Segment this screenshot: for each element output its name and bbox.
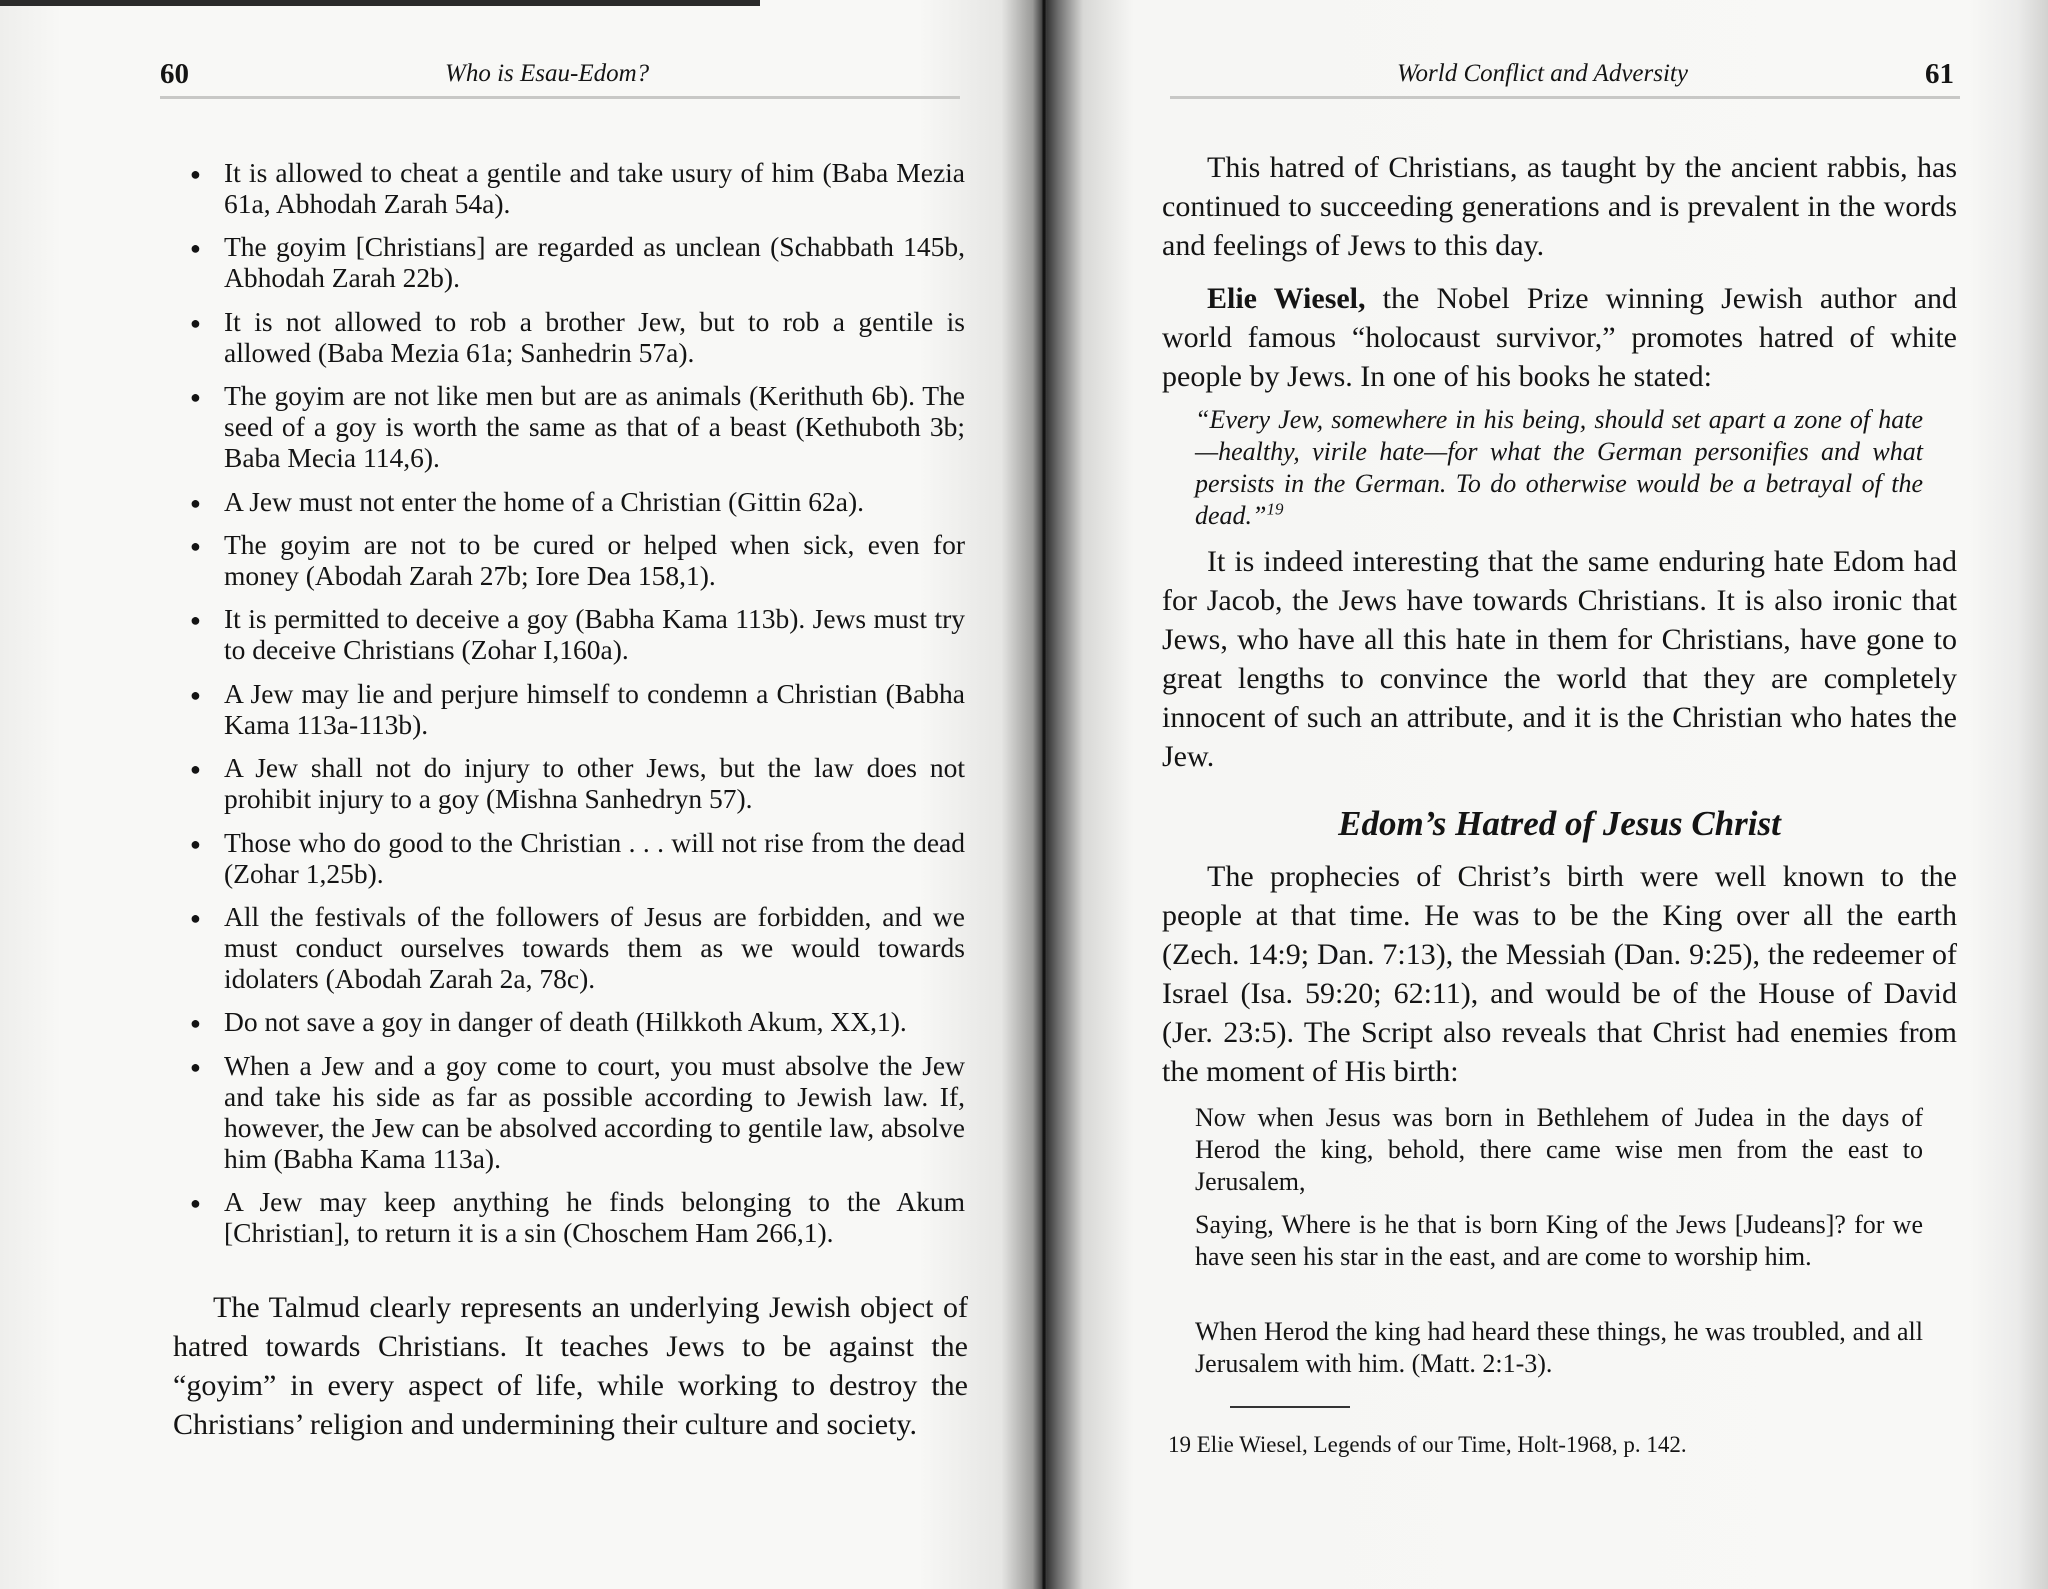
list-item: ● A Jew may lie and perjure himself to condemn a Christian (Babha Kama 113a-113b). <box>190 678 965 740</box>
left-header-rule <box>160 96 960 99</box>
list-item: ● The goyim [Christians] are regarded as unclean (Schabbath 145b, Abhodah Zarah 22b). <box>190 231 965 293</box>
list-item: ● It is permitted to deceive a goy (Babha Kama 113b). Jews must try to deceive Christians (Zohar I,160a). <box>190 603 965 665</box>
footnote-ref: 19 <box>1266 499 1284 519</box>
list-item: ● A Jew must not enter the home of a Christian (Gittin 62a). <box>190 486 965 517</box>
list-item: ● When a Jew and a goy come to court, you must absolve the Jew and take his side as far as possible according to Jewish law. If, however, the Jew can be absolved according to gentile law, absolve him (Babha Kama 113a). <box>190 1050 965 1174</box>
right-running-head: World Conflict and Adversity <box>1397 60 1688 87</box>
scripture-verse: When Herod the king had heard these things, he was troubled, and all Jerusalem with him. (Matt. 2:1-3). <box>1195 1317 1923 1378</box>
paragraph-edom: It is indeed interesting that the same enduring hate Edom had for Jacob, the Jews have towards Christians. It is also ironic that Jews, who have all this hate in them for Christians, have gone to great lengths to convince the world that they are completely innocent of such an attribute, and it is the Christian who hates the Jew. <box>1162 545 1957 773</box>
wiesel-quote <box>1195 404 1923 532</box>
paragraph-prophecies: The prophecies of Christ’s birth were well known to the people at that time. He was to be the King over all the earth (Zech. 14:9; Dan. 7:13), the Messiah (Dan. 9:25), the redeemer of Israel (Isa. 59:20; 62:11), and would be of the House of David (Jer. 23:5). The Script also reveals that Christ had enemies from the moment of His birth: <box>1162 860 1957 1088</box>
wiesel-text: the Nobel Prize winning Jewish author and world famous “holocaust survivor,” promotes hatred of white people by Jews. In one of his books he stated: <box>1162 282 1958 393</box>
book-gutter <box>1041 0 1047 1589</box>
list-item: ● A Jew may keep anything he finds belonging to the Akum [Christian], to return it is a sin (Choschem Ham 266,1). <box>190 1186 965 1248</box>
footnote: 19 Elie Wiesel, Legends of our Time, Holt-1968, p. 142. <box>1168 1432 1687 1457</box>
right-page-number: 61 <box>1925 58 1954 90</box>
list-item: ● A Jew shall not do injury to other Jews, but the law does not prohibit injury to a goy (Mishna Sanhedryn 57). <box>190 752 965 814</box>
page-edge-shadow <box>0 0 760 6</box>
list-item: ● The goyim are not like men but are as animals (Kerithuth 6b). The seed of a goy is worth the same as that of a beast (Kethuboth 3b; Baba Mecia 114,6). <box>190 380 965 473</box>
wiesel-name: Elie Wiesel, <box>1207 282 1366 315</box>
paragraph-hatred: This hatred of Christians, as taught by the ancient rabbis, has continued to succeeding generations and is prevalent in the words and feelings of Jews to this day. <box>1162 151 1957 262</box>
list-item: ● The goyim are not to be cured or helped when sick, even for money (Abodah Zarah 27b; Iore Dea 158,1). <box>190 529 965 591</box>
right-header-rule <box>1170 96 1960 99</box>
list-item: ● All the festivals of the followers of Jesus are forbidden, and we must conduct ourselves towards them as we would towards idolaters (Abodah Zarah 2a, 78c). <box>190 901 965 994</box>
scripture-verse: Saying, Where is he that is born King of the Jews [Judeans]? for we have seen his star in the east, and are come to worship him. <box>1195 1210 1923 1271</box>
footnote-rule <box>1230 1406 1350 1408</box>
list-item: ● Those who do good to the Christian . . . will not rise from the dead (Zohar 1,25b). <box>190 827 965 889</box>
section-title: Edom’s Hatred of Jesus Christ <box>1338 804 1781 843</box>
list-item: ● It is not allowed to rob a brother Jew, but to rob a gentile is allowed (Baba Mezia 61a; Sanhedrin 57a). <box>190 306 965 368</box>
list-item: ● It is allowed to cheat a gentile and take usury of him (Baba Mezia 61a, Abhodah Zarah 54a). <box>190 157 965 219</box>
left-running-head: Who is Esau-Edom? <box>445 60 650 87</box>
closing-paragraph: The Talmud clearly represents an underlying Jewish object of hatred towards Christians. It teaches Jews to be against the “goyim” in every aspect of life, while working to destroy the Christians’ religion and undermining their culture and society. <box>173 1291 968 1441</box>
scripture-verse: Now when Jesus was born in Bethlehem of Judea in the days of Herod the king, behold, there came wise men from the east to Jerusalem, <box>1195 1103 1923 1196</box>
talmud-bullet-list <box>190 157 965 1260</box>
wiesel-quote-text: “Every Jew, somewhere in his being, should set apart a zone of hate —healthy, virile hate—for what the German personifies and what persists in the German. To do otherwise would be a betrayal of the dead.” <box>1195 405 1923 530</box>
left-page-number: 60 <box>160 58 189 90</box>
paragraph-wiesel <box>1162 279 1957 396</box>
list-item: ● Do not save a goy in danger of death (Hilkkoth Akum, XX,1). <box>190 1006 965 1037</box>
